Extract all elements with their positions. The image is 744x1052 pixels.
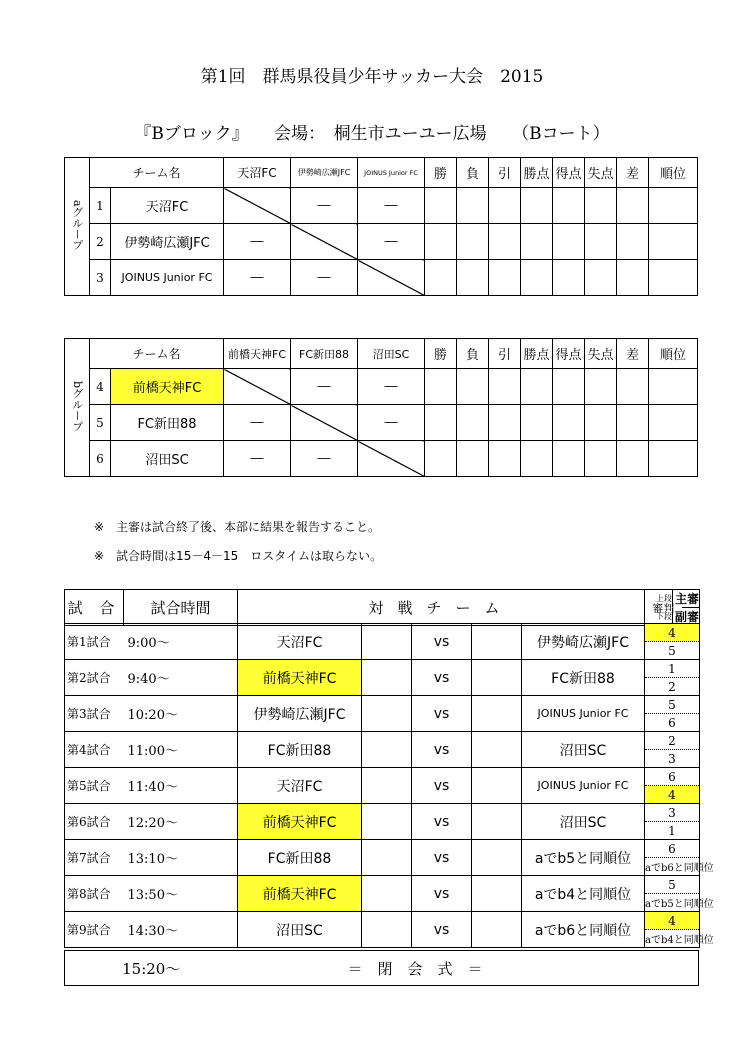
match-row — [65, 768, 700, 786]
header-gf: 得点 — [553, 158, 585, 188]
assistant-referee: 5 — [645, 642, 700, 660]
away-team: 沼田SC — [522, 732, 645, 768]
chief-referee: 4 — [645, 912, 700, 930]
team-name: 伊勢崎広瀬JFC — [111, 224, 224, 260]
home-team: 前橋天神FC — [238, 804, 362, 840]
team-name: FC新田88 — [111, 405, 224, 441]
chief-referee: 4 — [645, 624, 700, 642]
home-team: 天沼FC — [238, 624, 362, 660]
match-time: 10:20～ — [124, 696, 238, 732]
header-teams: 対戦チーム — [238, 590, 645, 626]
assistant-referee: 4 — [645, 786, 700, 804]
home-team: FC新田88 — [238, 732, 362, 768]
header-gf: 得点 — [553, 339, 585, 369]
match-time: 11:00～ — [124, 732, 238, 768]
score-cell — [362, 804, 412, 840]
chief-referee: 2 — [645, 732, 700, 750]
vs-label: vs — [412, 840, 472, 876]
match-row — [65, 912, 700, 930]
chief-referee: 1 — [645, 660, 700, 678]
match-row — [65, 696, 700, 714]
team-name: 前橋天神FC — [111, 369, 224, 405]
header-draw: 引 — [489, 339, 521, 369]
group-b-label: bグループ — [65, 339, 90, 477]
score-cell — [362, 912, 412, 948]
result-cell: ― — [291, 188, 358, 224]
team-number: 1 — [90, 188, 111, 224]
match-row — [65, 660, 700, 678]
vs-label: vs — [412, 732, 472, 768]
team-number: 2 — [90, 224, 111, 260]
table-row — [65, 369, 698, 405]
self-match-cell — [291, 224, 358, 260]
header-points: 勝点 — [521, 158, 553, 188]
match-time: 13:50～ — [124, 876, 238, 912]
header-opp3: JOINUS Junior FC — [358, 158, 425, 188]
score-cell — [362, 876, 412, 912]
header-win: 勝 — [425, 158, 457, 188]
team-number: 5 — [90, 405, 111, 441]
result-cell: ― — [291, 441, 358, 477]
result-cell: ― — [224, 441, 291, 477]
home-team: FC新田88 — [238, 840, 362, 876]
score-cell — [362, 624, 412, 660]
home-team: 伊勢崎広瀬JFC — [238, 696, 362, 732]
match-time: 9:40～ — [124, 660, 238, 696]
self-match-cell — [358, 441, 425, 477]
result-cell: ― — [358, 224, 425, 260]
score-cell — [472, 660, 522, 696]
chief-referee: 5 — [645, 876, 700, 894]
header-loss: 負 — [457, 339, 489, 369]
assistant-referee: 2 — [645, 678, 700, 696]
header-diff: 差 — [617, 339, 649, 369]
closing-ceremony: ＝ 閉 会 式 ＝ — [238, 951, 699, 986]
header-opp2: 伊勢崎広瀬JFC — [291, 158, 358, 188]
self-match-cell — [291, 405, 358, 441]
vs-label: vs — [412, 660, 472, 696]
assistant-referee: aでb5と同順位 — [645, 894, 700, 912]
score-cell — [472, 804, 522, 840]
result-cell: ― — [291, 260, 358, 296]
result-cell: ― — [291, 369, 358, 405]
chief-referee: 6 — [645, 840, 700, 858]
score-cell — [472, 732, 522, 768]
score-cell — [472, 696, 522, 732]
home-team: 天沼FC — [238, 768, 362, 804]
header-points: 勝点 — [521, 339, 553, 369]
assistant-referee: 1 — [645, 822, 700, 840]
score-cell — [362, 840, 412, 876]
chief-referee: 6 — [645, 768, 700, 786]
result-cell: ― — [358, 405, 425, 441]
match-label: 第7試合 — [65, 840, 124, 876]
match-time: 14:30～ — [124, 912, 238, 948]
match-label: 第3試合 — [65, 696, 124, 732]
match-label: 第9試合 — [65, 912, 124, 948]
header-diff: 差 — [617, 158, 649, 188]
header-team-name: チーム名 — [90, 339, 224, 369]
away-team: FC新田88 — [522, 660, 645, 696]
vs-label: vs — [412, 804, 472, 840]
score-cell — [362, 696, 412, 732]
closing-time: 15:20～ — [65, 951, 238, 986]
header-lower: 下段 — [655, 612, 672, 621]
note-match-time: ※ 試合時間は15－4－15 ロスタイムは取らない。 — [94, 549, 382, 563]
score-cell — [472, 840, 522, 876]
result-cell: ― — [224, 224, 291, 260]
away-team: aでb6と同順位 — [522, 912, 645, 948]
match-row — [65, 840, 700, 858]
chief-referee: 3 — [645, 804, 700, 822]
away-team: aでb5と同順位 — [522, 840, 645, 876]
table-row — [65, 224, 698, 260]
vs-label: vs — [412, 768, 472, 804]
header-loss: 負 — [457, 158, 489, 188]
match-label: 第6試合 — [65, 804, 124, 840]
chief-referee: 5 — [645, 696, 700, 714]
team-number: 4 — [90, 369, 111, 405]
away-team: JOINUS Junior FC — [522, 696, 645, 732]
match-time: 9:00～ — [124, 624, 238, 660]
team-number: 6 — [90, 441, 111, 477]
self-match-cell — [224, 369, 291, 405]
header-ga: 失点 — [585, 339, 617, 369]
group-b-table — [64, 338, 698, 477]
result-cell: ― — [358, 188, 425, 224]
vs-label: vs — [412, 624, 472, 660]
assistant-referee: 3 — [645, 750, 700, 768]
self-match-cell — [224, 188, 291, 224]
away-team: 伊勢崎広瀬JFC — [522, 624, 645, 660]
score-cell — [362, 660, 412, 696]
group-a-table — [64, 157, 698, 296]
match-row — [65, 804, 700, 822]
away-team: 沼田SC — [522, 804, 645, 840]
header-match: 試 合 — [65, 590, 124, 626]
result-cell: ― — [358, 369, 425, 405]
match-time: 12:20～ — [124, 804, 238, 840]
table-row — [65, 188, 698, 224]
self-match-cell — [358, 260, 425, 296]
assistant-referee: aでb4と同順位 — [645, 930, 700, 948]
match-label: 第2試合 — [65, 660, 124, 696]
header-time: 試合時間 — [124, 590, 238, 626]
schedule-table — [64, 589, 700, 626]
page-title: 第1回 群馬県役員少年サッカー大会 2015 — [200, 67, 544, 87]
score-cell — [472, 876, 522, 912]
match-label: 第8試合 — [65, 876, 124, 912]
header-assistant: 副審 — [672, 608, 699, 625]
header-chief: 主審 — [672, 590, 699, 607]
away-team: aでb4と同順位 — [522, 876, 645, 912]
match-list — [64, 623, 714, 948]
score-cell — [472, 768, 522, 804]
result-cell: ― — [224, 405, 291, 441]
header-rank: 順位 — [649, 158, 698, 188]
header-rank: 順位 — [649, 339, 698, 369]
header-draw: 引 — [489, 158, 521, 188]
team-name: 沼田SC — [111, 441, 224, 477]
match-time: 13:10～ — [124, 840, 238, 876]
away-team: JOINUS Junior FC — [522, 768, 645, 804]
header-opp1: 前橋天神FC — [224, 339, 291, 369]
match-row — [65, 624, 700, 642]
header-referee: 審判 — [645, 590, 682, 626]
header-opp1: 天沼FC — [224, 158, 291, 188]
score-cell — [362, 768, 412, 804]
match-label: 第4試合 — [65, 732, 124, 768]
match-time: 11:40～ — [124, 768, 238, 804]
closing-row — [64, 950, 699, 986]
header-upper: 上段 — [655, 594, 672, 603]
table-row — [65, 441, 698, 477]
score-cell — [472, 912, 522, 948]
assistant-referee: 6 — [645, 714, 700, 732]
header-opp3: 沼田SC — [358, 339, 425, 369]
group-a-label: aグループ — [65, 158, 90, 296]
match-label: 第5試合 — [65, 768, 124, 804]
header-ga: 失点 — [585, 158, 617, 188]
page-subtitle: 『Bブロック』 会場： 桐生市ユーユー広場 （Bコート） — [134, 124, 610, 144]
match-row — [65, 732, 700, 750]
team-name: JOINUS Junior FC — [111, 260, 224, 296]
note-referee: ※ 主審は試合終了後、本部に結果を報告すること。 — [94, 520, 381, 534]
assistant-referee: aでb6と同順位 — [645, 858, 700, 876]
home-team: 前橋天神FC — [238, 876, 362, 912]
header-opp2: FC新田88 — [291, 339, 358, 369]
score-cell — [362, 732, 412, 768]
team-name: 天沼FC — [111, 188, 224, 224]
header-win: 勝 — [425, 339, 457, 369]
vs-label: vs — [412, 876, 472, 912]
score-cell — [472, 624, 522, 660]
result-cell: ― — [224, 260, 291, 296]
match-label: 第1試合 — [65, 624, 124, 660]
header-team-name: チーム名 — [90, 158, 224, 188]
home-team: 沼田SC — [238, 912, 362, 948]
table-row — [65, 405, 698, 441]
team-number: 3 — [90, 260, 111, 296]
vs-label: vs — [412, 912, 472, 948]
home-team: 前橋天神FC — [238, 660, 362, 696]
table-row — [65, 260, 698, 296]
vs-label: vs — [412, 696, 472, 732]
match-row — [65, 876, 700, 894]
